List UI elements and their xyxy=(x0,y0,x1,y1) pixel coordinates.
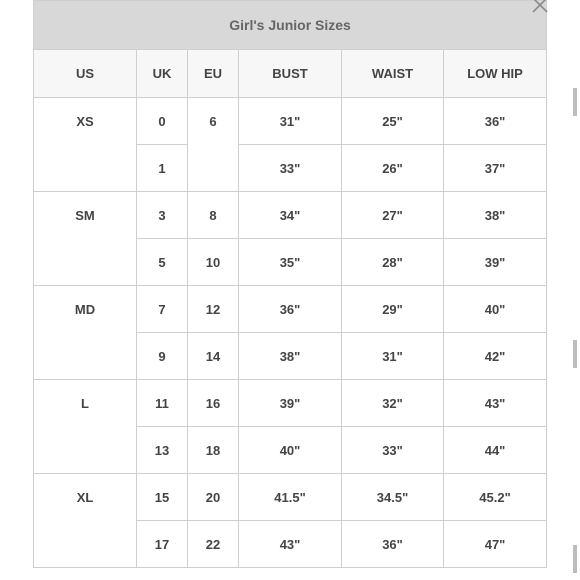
low-hip-cell: 40" xyxy=(444,286,547,333)
bust-cell: 38" xyxy=(239,333,342,380)
waist-cell: 31" xyxy=(342,333,444,380)
low-hip-cell: 43" xyxy=(444,380,547,427)
table-title: Girl's Junior Sizes xyxy=(34,1,547,50)
low-hip-cell: 47" xyxy=(444,521,547,568)
close-button[interactable] xyxy=(528,0,552,17)
column-header-eu: EU xyxy=(188,50,239,98)
bust-cell: 35" xyxy=(239,239,342,286)
us-size-cell: XL xyxy=(34,474,137,568)
low-hip-cell: 39" xyxy=(444,239,547,286)
size-chart-table xyxy=(33,0,547,568)
uk-size-cell: 17 xyxy=(137,521,188,568)
waist-cell: 34.5" xyxy=(342,474,444,521)
bust-cell: 36" xyxy=(239,286,342,333)
eu-size-cell: 14 xyxy=(188,333,239,380)
scroll-edge-mark xyxy=(573,340,577,368)
table-row xyxy=(34,192,547,239)
title-row xyxy=(34,1,547,50)
uk-size-cell: 3 xyxy=(137,192,188,239)
header-row xyxy=(34,50,547,98)
waist-cell: 26" xyxy=(342,145,444,192)
table-row xyxy=(34,380,547,427)
low-hip-cell: 37" xyxy=(444,145,547,192)
eu-size-cell: 18 xyxy=(188,427,239,474)
bust-cell: 43" xyxy=(239,521,342,568)
bust-cell: 34" xyxy=(239,192,342,239)
bust-cell: 39" xyxy=(239,380,342,427)
waist-cell: 29" xyxy=(342,286,444,333)
bust-cell: 33" xyxy=(239,145,342,192)
waist-cell: 27" xyxy=(342,192,444,239)
us-size-cell: MD xyxy=(34,286,137,380)
uk-size-cell: 15 xyxy=(137,474,188,521)
low-hip-cell: 38" xyxy=(444,192,547,239)
eu-size-cell: 6 xyxy=(188,98,239,192)
low-hip-cell: 42" xyxy=(444,333,547,380)
uk-size-cell: 11 xyxy=(137,380,188,427)
low-hip-cell: 45.2" xyxy=(444,474,547,521)
scroll-edge-mark xyxy=(573,88,577,116)
eu-size-cell: 16 xyxy=(188,380,239,427)
low-hip-cell: 36" xyxy=(444,98,547,145)
eu-size-cell: 22 xyxy=(188,521,239,568)
column-header-bust: BUST xyxy=(239,50,342,98)
column-header-low-hip: LOW HIP xyxy=(444,50,547,98)
waist-cell: 32" xyxy=(342,380,444,427)
column-header-uk: UK xyxy=(137,50,188,98)
column-header-us: US xyxy=(34,50,137,98)
eu-size-cell: 12 xyxy=(188,286,239,333)
waist-cell: 36" xyxy=(342,521,444,568)
eu-size-cell: 8 xyxy=(188,192,239,239)
waist-cell: 25" xyxy=(342,98,444,145)
bust-cell: 41.5" xyxy=(239,474,342,521)
uk-size-cell: 1 xyxy=(137,145,188,192)
table-row xyxy=(34,286,547,333)
close-icon xyxy=(530,0,550,15)
low-hip-cell: 44" xyxy=(444,427,547,474)
us-size-cell: L xyxy=(34,380,137,474)
uk-size-cell: 9 xyxy=(137,333,188,380)
waist-cell: 28" xyxy=(342,239,444,286)
uk-size-cell: 5 xyxy=(137,239,188,286)
us-size-cell: SM xyxy=(34,192,137,286)
uk-size-cell: 13 xyxy=(137,427,188,474)
bust-cell: 40" xyxy=(239,427,342,474)
column-header-waist: WAIST xyxy=(342,50,444,98)
table-row xyxy=(34,474,547,521)
us-size-cell: XS xyxy=(34,98,137,192)
bust-cell: 31" xyxy=(239,98,342,145)
table-row xyxy=(34,98,547,145)
uk-size-cell: 7 xyxy=(137,286,188,333)
waist-cell: 33" xyxy=(342,427,444,474)
uk-size-cell: 0 xyxy=(137,98,188,145)
scroll-edge-mark xyxy=(573,545,577,573)
eu-size-cell: 10 xyxy=(188,239,239,286)
eu-size-cell: 20 xyxy=(188,474,239,521)
